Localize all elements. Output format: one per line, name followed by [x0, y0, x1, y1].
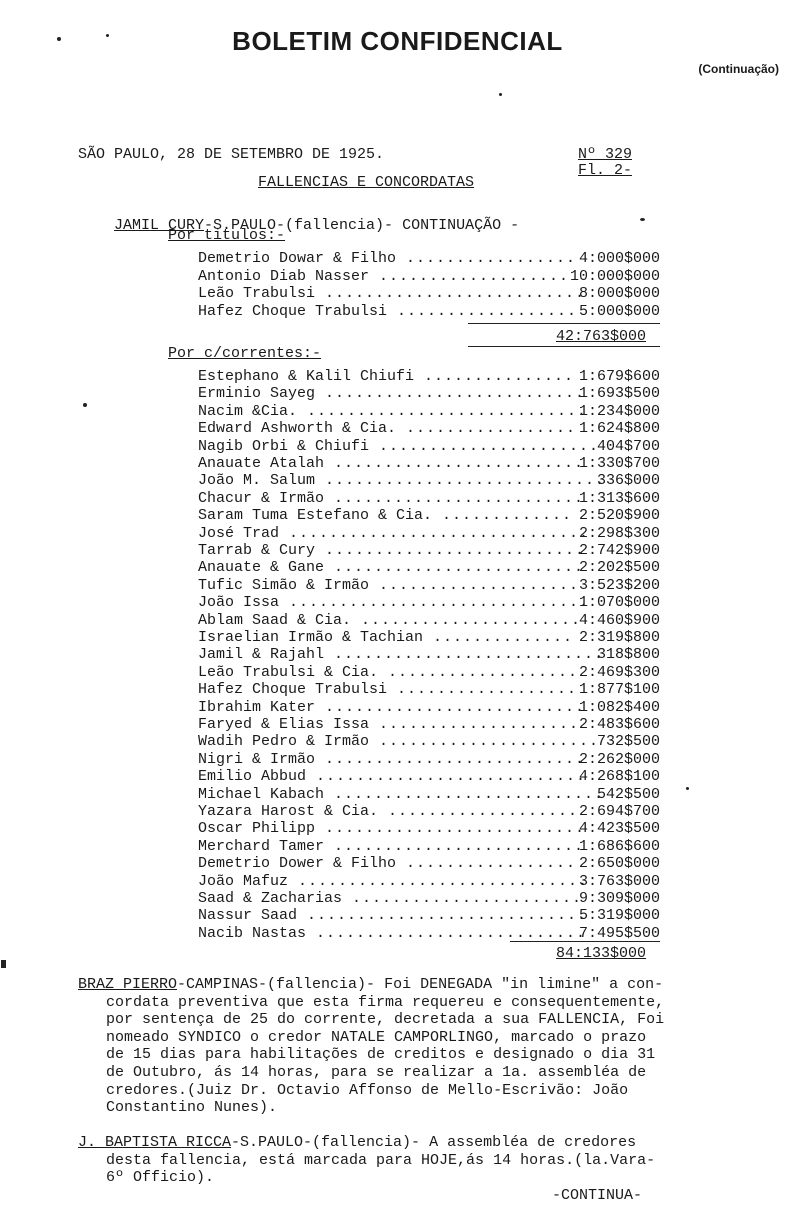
creditor-name: Demetrio Dower & Filho: [198, 855, 397, 873]
creditor-name: Yazara Harost & Cia.: [198, 803, 379, 820]
amount: 1:313$600: [578, 489, 660, 507]
creditor-name: Jamil & Rajahl: [198, 646, 325, 664]
correntes-total: 84:133$000: [556, 945, 647, 962]
ledger-row: [198, 303, 660, 320]
amount: 2:262$000: [578, 750, 660, 768]
leader-dots: ..........................: [325, 750, 586, 768]
amount: 8:000$000: [578, 285, 660, 303]
ledger-row: [198, 285, 660, 302]
creditor-name: Anauate Atalah: [198, 455, 325, 472]
leader-dots: ....................: [379, 576, 580, 594]
creditor-name: Demetrio Dowar & Filho: [198, 250, 397, 267]
ledger-row: [198, 838, 660, 855]
titulos-label: Por titulos:-: [168, 227, 286, 244]
scan-speck: [1, 960, 6, 968]
ledger-row: [198, 890, 660, 907]
case-paragraph-line: por sentença de 25 do corrente, decretada a sua FALLENCIA, Foi: [106, 1011, 665, 1029]
amount: 7:495$500: [578, 924, 660, 942]
ledger-row: [198, 507, 660, 524]
case-paragraph-line: de 15 dias para habilitações de creditos e designado o dia 31: [106, 1046, 656, 1064]
scan-speck: [499, 93, 502, 96]
ledger-row: [198, 716, 660, 733]
ledger-row: [198, 629, 660, 646]
amount: 2:319$800: [578, 629, 660, 646]
amount: 3:523$200: [578, 576, 660, 594]
scan-speck: [83, 403, 87, 407]
leader-dots: ......................: [361, 611, 582, 629]
leader-dots: ...................: [388, 803, 579, 820]
leader-dots: ...........................: [316, 924, 587, 942]
case-heading-jamil-cury: [78, 200, 519, 251]
amount: 1:679$600: [578, 368, 660, 385]
leader-dots: .........................: [334, 489, 585, 507]
case-paragraph-line: desta fallencia, está marcada para HOJE,ás 14 horas.(la.Vara-: [106, 1151, 656, 1169]
amount: 1:877$100: [578, 681, 660, 699]
ledger-row: [198, 525, 660, 542]
leader-dots: ..................: [397, 302, 578, 320]
creditor-name: Erminio Sayeg: [198, 385, 316, 403]
creditor-name: Estephano & Kalil Chiufi: [198, 368, 415, 385]
creditor-name: Wadih Pedro & Irmão: [198, 733, 370, 751]
dateline: SÃO PAULO, 28 DE SETEMBRO DE 1925.: [78, 146, 385, 163]
case-heading-detail: -S.PAULO-(fallencia)- CONTINUAÇÃO -: [204, 217, 520, 234]
case-paragraph-line: credores.(Juiz Dr. Octavio Affonso de Mello-Escrivão: João: [106, 1081, 629, 1099]
amount: 1:330$700: [578, 455, 660, 472]
ledger-row: [198, 855, 660, 872]
ledger-row: [198, 455, 660, 472]
continua-footer: -CONTINUA-: [552, 1187, 643, 1204]
titulos-total-rule: [468, 323, 660, 324]
amount: 2:742$900: [578, 542, 660, 559]
ledger-row: [198, 612, 660, 629]
creditor-name: Michael Kabach: [198, 785, 325, 803]
case-paragraph-line: Constantino Nunes).: [106, 1099, 278, 1117]
case-paragraph-line: de Outubro, ás 14 horas, para se realizar a 1a. assembléa de: [106, 1063, 647, 1081]
amount: 1:693$500: [578, 385, 660, 403]
creditor-name: Anauate & Gane: [198, 559, 325, 577]
amount: 2:520$900: [578, 507, 660, 525]
bulletin-number: Nº 329: [578, 146, 633, 163]
amount: 1:082$400: [578, 698, 660, 716]
amount: 4:423$500: [578, 820, 660, 838]
creditor-name: Nagib Orbi & Chiufi: [198, 437, 370, 455]
leader-dots: .........................: [334, 837, 585, 855]
correntes-total-rule: [510, 941, 660, 942]
creditor-name: Ablam Saad & Cia.: [198, 611, 352, 629]
creditor-name: Chacur & Irmão: [198, 489, 325, 507]
leader-dots: ............................: [307, 402, 588, 420]
ledger-row: [198, 385, 660, 402]
leader-dots: ..............................: [289, 524, 590, 542]
continuation-label: (Continuação): [698, 62, 779, 76]
creditor-name: Ibrahim Kater: [198, 698, 316, 716]
ledger-row: [198, 664, 660, 681]
creditor-name: Emilio Abbud: [198, 768, 307, 786]
creditor-name: Saram Tuma Estefano & Cia.: [198, 507, 433, 525]
ledger-row: [198, 803, 660, 820]
amount: 2:202$500: [578, 559, 660, 577]
ledger-row: [198, 925, 660, 942]
case-firm-name: JAMIL CURY: [114, 217, 205, 234]
ledger-row: [198, 490, 660, 507]
ledger-row: [198, 768, 660, 785]
amount: 2:650$000: [578, 855, 660, 873]
leader-dots: ..........................: [325, 285, 586, 303]
leader-dots: ..............................: [289, 594, 590, 612]
amount: 4:000$000: [578, 250, 660, 267]
ledger-row: [198, 646, 660, 663]
creditor-name: Nassur Saad: [198, 907, 298, 925]
leader-dots: .........................: [334, 455, 585, 472]
amount: 5:000$000: [578, 302, 660, 320]
amount: 5:319$000: [578, 907, 660, 925]
creditor-name: Hafez Choque Trabulsi: [198, 302, 388, 320]
section-heading: FALLENCIAS E CONCORDATAS: [258, 174, 475, 191]
leader-dots: ......................: [379, 733, 600, 751]
ledger-row: [198, 699, 660, 716]
ledger-row: [198, 368, 660, 385]
ledger-row: [198, 403, 660, 420]
case-paragraph-line: nomeado SYNDICO o credor NATALE CAMPORLINGO, marcado o prazo: [106, 1028, 647, 1046]
ledger-row: [198, 681, 660, 698]
creditor-name: Leão Trabulsi: [198, 285, 316, 303]
leader-dots: .......................: [352, 890, 583, 907]
sheet-number: Fl. 2-: [578, 162, 633, 179]
ledger-row: [198, 420, 660, 437]
document-title: BOLETIM CONFIDENCIAL: [232, 26, 563, 56]
correntes-label: Por c/correntes:-: [168, 345, 322, 362]
amount: 404$700: [596, 437, 660, 455]
creditor-name: Hafez Choque Trabulsi: [198, 681, 388, 699]
creditor-name: João M. Salum: [198, 472, 316, 490]
leader-dots: ..........................: [325, 698, 586, 716]
case-paragraph-line: 6º Officio).: [106, 1169, 215, 1187]
case-paragraph-line: J. BAPTISTA RICCA-S.PAULO-(fallencia)- A assembléa de credores: [78, 1134, 637, 1151]
creditor-name: Nacim &Cia.: [198, 402, 298, 420]
amount: 2:483$600: [578, 716, 660, 733]
amount: 2:469$300: [578, 663, 660, 681]
creditor-name: João Issa: [198, 594, 280, 612]
leader-dots: ....................: [379, 716, 580, 733]
amount: 2:298$300: [578, 524, 660, 542]
creditor-name: Antonio Diab Nasser: [198, 267, 370, 285]
leader-dots: ..........................: [325, 820, 586, 838]
amount: 4:460$900: [578, 611, 660, 629]
leader-dots: ......................: [379, 437, 600, 455]
amount: 10:000$000: [569, 267, 660, 285]
amount: 9:309$000: [578, 890, 660, 907]
ledger-row: [198, 907, 660, 924]
creditor-name: Faryed & Elias Issa: [198, 716, 370, 733]
case-baptista-ricca: [78, 1134, 733, 1187]
amount: 2:694$700: [578, 803, 660, 820]
leader-dots: ...........................: [334, 785, 605, 803]
creditor-name: Saad & Zacharias: [198, 890, 343, 907]
leader-dots: ..........................: [325, 385, 586, 403]
amount: 4:268$100: [578, 768, 660, 786]
leader-dots: ..................: [397, 681, 578, 699]
creditor-name: Leão Trabulsi & Cia.: [198, 663, 379, 681]
creditor-name: Nigri & Irmão: [198, 750, 316, 768]
leader-dots: .................: [406, 250, 577, 267]
amount: 3:763$000: [578, 872, 660, 890]
leader-dots: .............................: [298, 872, 589, 890]
ledger-row: [198, 820, 660, 837]
leader-dots: .................: [406, 855, 577, 873]
ledger-row: [198, 559, 660, 576]
amount: 318$800: [596, 646, 660, 664]
titulos-section-rule: [468, 346, 660, 347]
creditor-name: João Mafuz: [198, 872, 289, 890]
ledger-row: [198, 786, 660, 803]
creditor-name: Tarrab & Cury: [198, 542, 316, 559]
amount: 1:070$000: [578, 594, 660, 612]
leader-dots: ...................: [388, 663, 579, 681]
case-braz-pierro: [78, 976, 733, 1117]
case-firm-name: J. BAPTISTA RICCA: [78, 1134, 232, 1151]
leader-dots: ..........................: [325, 542, 586, 559]
ledger-row: [198, 873, 660, 890]
creditor-name: Edward Ashworth & Cia.: [198, 420, 397, 438]
leader-dots: ............................: [307, 907, 588, 925]
ledger-row: [198, 472, 660, 489]
leader-dots: ...................: [379, 267, 570, 285]
ledger-row: [198, 577, 660, 594]
amount: 1:624$800: [578, 420, 660, 438]
creditor-name: Nacib Nastas: [198, 924, 307, 942]
ledger-row: [198, 542, 660, 559]
leader-dots: .................: [406, 420, 577, 438]
creditor-name: Oscar Philipp: [198, 820, 316, 838]
amount: 732$500: [596, 733, 660, 751]
scan-speck: [640, 218, 645, 221]
creditor-name: Tufic Simão & Irmão: [198, 576, 370, 594]
leader-dots: ............................: [325, 472, 606, 490]
amount: 336$000: [596, 472, 660, 490]
case-firm-name: BRAZ PIERRO: [78, 976, 178, 993]
creditor-name: José Trad: [198, 524, 280, 542]
leader-dots: ...........................: [316, 768, 587, 786]
leader-dots: ..............: [433, 629, 574, 646]
leader-dots: ...............: [424, 368, 575, 385]
case-paragraph-line: BRAZ PIERRO-CAMPINAS-(fallencia)- Foi DENEGADA "in limine" a con-: [78, 976, 664, 993]
leader-dots: .........................: [334, 559, 585, 577]
ledger-row: [198, 733, 660, 750]
ledger-row: [198, 250, 660, 267]
case-paragraph-line: cordata preventiva que esta firma requereu e consequentemente,: [106, 993, 665, 1011]
ledger-row: [198, 438, 660, 455]
ledger-row: [198, 751, 660, 768]
leader-dots: .............: [442, 507, 573, 525]
amount: 1:234$000: [578, 402, 660, 420]
ledger-row: [198, 268, 660, 285]
scan-speck: [686, 787, 689, 790]
ledger-row: [198, 594, 660, 611]
creditor-name: Merchard Tamer: [198, 837, 325, 855]
leader-dots: ...........................: [334, 646, 605, 664]
amount: 542$500: [596, 785, 660, 803]
amount: 1:686$600: [578, 837, 660, 855]
creditor-name: Israelian Irmão & Tachian: [198, 629, 424, 646]
titulos-total: 42:763$000: [556, 328, 647, 345]
